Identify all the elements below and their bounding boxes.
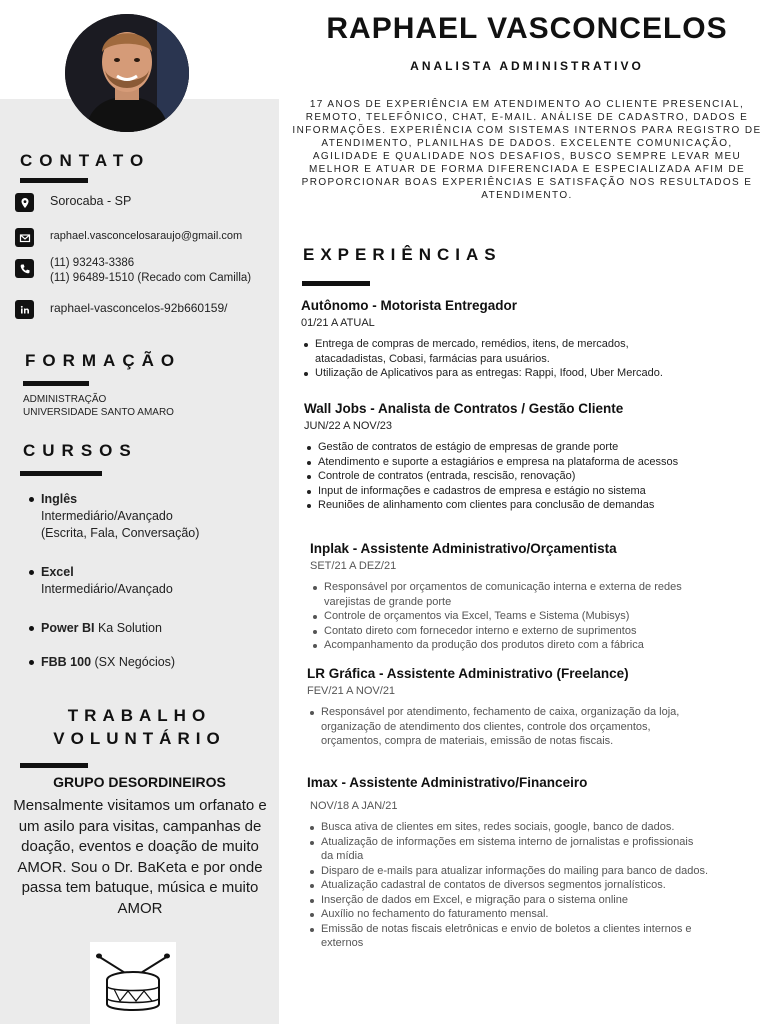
job-responsibilities (307, 705, 737, 749)
volunteer-description: Mensalmente visitamos um orfanato e um asilo para visitas, campanhas de doação, eventos e doação de muito AMOR. Sou o Dr. BaKeta e por onde passa tem batuque, música e muito AMOR (13, 797, 267, 917)
course-name: Excel (41, 565, 74, 579)
course-name: Power BI (41, 621, 95, 635)
course-name: FBB 100 (41, 655, 92, 669)
job-bullet: Input de informações e cadastros de empresa e estágio no sistema (304, 484, 744, 499)
contact-heading-divider (20, 178, 88, 183)
volunteer-heading-divider (20, 763, 88, 768)
job-bullet: Atualização cadastral de contatos de diversos segmentos jornalísticos. (307, 878, 737, 893)
job-bullet: Utilização de Aplicativos para as entregas: Rappi, Ifood, Uber Mercado. (301, 366, 741, 381)
course-provider: Ka Solution (94, 621, 162, 635)
contact-location (15, 193, 131, 212)
contact-phone-2[interactable]: (11) 96489-1510 (Recado com Camilla) (50, 272, 252, 284)
job-title: Imax - Assistente Administrativo/Financeiro (307, 775, 588, 790)
job-bullet: Inserção de dados em Excel, e migração para o sistema online (307, 893, 737, 908)
job-bullet: Controle de contratos (entrada, rescisão, renovação) (304, 469, 744, 484)
job-bullet: Responsável por orçamentos de comunicação interna e externa de redes varejistas de grande porte (310, 580, 715, 609)
volunteer-heading-line-2: VOLUNTÁRIO (53, 729, 226, 748)
professional-summary: 17 ANOS DE EXPERIÊNCIA EM ATENDIMENTO AO CLIENTE PRESENCIAL, REMOTO, TELEFÔNICO, CHAT, E-MAIL. ANÁLISE DE CADASTRO, DADOS E INFORMAÇÕES. EXPERIÊNCIA COM SISTEMAS INTERNOS PARA REGISTRO DE ATENDIMENTO, PLANILHAS DE DADOS. EXCELENTE COMUNICAÇÃO, AGILIDADE E QUALIDADE NOS DESAFIOS, BUSCO SEMPRE LEVAR MEU MELHOR E ATUAR DE FORMA DIFERENCIADA E ESPECIALIZADA AFIM DE PROPORCIONAR BOAS EXPERIÊNCIAS E SATISFAÇÃO NOS RESULTADOS E ATENDIMENTO. (292, 99, 762, 201)
drum-icon (90, 942, 176, 1024)
contact-phones[interactable] (15, 256, 251, 286)
experience-heading: EXPERIÊNCIAS (303, 245, 502, 264)
education-school: UNIVERSIDADE SANTO AMARO (23, 407, 174, 418)
job-bullet: Contato direto com fornecedor interno e externo de suprimentos (310, 624, 740, 639)
job-bullet: Atendimento e suporte a estagiários e empresa na plataforma de acessos (304, 455, 704, 470)
education-heading: FORMAÇÃO (25, 351, 182, 370)
job-dates: FEV/21 A NOV/21 (307, 685, 396, 697)
courses-list (25, 491, 265, 687)
job-bullet: Controle de orçamentos via Excel, Teams e Sistema (Mubisys) (310, 609, 740, 624)
course-item-english (25, 491, 265, 542)
course-detail: (Escrita, Fala, Conversação) (41, 526, 200, 540)
job-bullet: Emissão de notas fiscais eletrônicas e envio de boletos a clientes internos e externos (307, 922, 697, 951)
job-entry-wall-jobs (304, 401, 744, 513)
job-responsibilities (304, 440, 744, 513)
course-level: Intermediário/Avançado (41, 582, 173, 596)
contact-email[interactable] (15, 228, 242, 247)
map-pin-icon (15, 193, 34, 212)
job-title: LR Gráfica - Assistente Administrativo (Freelance) (307, 666, 629, 681)
contact-linkedin[interactable] (15, 300, 227, 319)
contact-phone-1[interactable]: (11) 93243-3386 (50, 257, 135, 269)
volunteer-group: GRUPO DESORDINEIROS (53, 774, 226, 790)
profile-photo (65, 14, 189, 132)
job-title: Autônomo - Motorista Entregador (301, 298, 517, 313)
person-name: RAPHAEL VASCONCELOS (326, 12, 728, 45)
volunteer-heading-line-1: TRABALHO (67, 706, 212, 725)
job-bullet: Reuniões de alinhamento com clientes para conclusão de demandas (304, 498, 744, 513)
experience-heading-divider (302, 281, 370, 286)
course-name: Inglês (41, 492, 78, 506)
job-bullet: Acompanhamento da produção dos produtos direto com a fábrica (310, 638, 740, 653)
job-bullet: Atualização de informações em sistema interno de jornalistas e profissionais da mídia (307, 835, 702, 864)
job-responsibilities (307, 820, 737, 951)
phone-icon (15, 259, 34, 278)
education-heading-divider (23, 381, 89, 386)
mail-icon (15, 228, 34, 247)
job-dates: SET/21 A DEZ/21 (310, 560, 397, 572)
job-bullet: Auxílio no fechamento do faturamento mensal. (307, 907, 737, 922)
education-course: ADMINISTRAÇÃO (23, 394, 107, 405)
job-entry-inplak (310, 541, 740, 653)
job-dates: 01/21 A ATUAL (301, 317, 375, 329)
job-bullet: Busca ativa de clientes em sites, redes sociais, google, banco de dados. (307, 820, 737, 835)
courses-heading-divider (20, 471, 102, 476)
job-dates: JUN/22 A NOV/23 (304, 420, 393, 432)
contact-email-text[interactable]: raphael.vasconcelosaraujo@gmail.com (50, 230, 243, 242)
education-entry (23, 393, 174, 419)
contact-heading: CONTATO (20, 151, 151, 170)
course-item-fbb-100 (25, 654, 265, 671)
job-entry-imax (307, 775, 737, 951)
job-bullet: Responsável por atendimento, fechamento de caixa, organização da loja, organização de atendimento dos clientes, controle dos orçamentos, orçamentos, compra de materiais, emissão de notas fiscais. (307, 705, 699, 749)
courses-heading: CURSOS (23, 441, 138, 460)
job-title: Inplak - Assistente Administrativo/Orçamentista (310, 541, 617, 556)
job-bullet: Entrega de compras de mercado, remédios, itens, de mercados, atacadadistas, Cobasi, farmácias para usuários. (301, 337, 701, 366)
course-item-excel (25, 564, 265, 598)
linkedin-icon (15, 300, 34, 319)
job-title: Wall Jobs - Analista de Contratos / Gestão Cliente (304, 401, 624, 416)
drum-illustration (90, 942, 176, 1024)
job-bullet: Gestão de contratos de estágio de empresas de grande porte (304, 440, 744, 455)
job-entry-autonomo (301, 298, 741, 381)
job-responsibilities (310, 580, 740, 653)
profile-photo-illustration (65, 14, 189, 132)
course-item-power-bi (25, 620, 265, 637)
job-dates: NOV/18 A JAN/21 (310, 800, 398, 812)
course-provider: (SX Negócios) (91, 655, 176, 669)
contact-linkedin-text[interactable]: raphael-vasconcelos-92b660159/ (50, 301, 228, 315)
contact-location-text: Sorocaba - SP (50, 194, 132, 208)
course-level: Intermediário/Avançado (41, 509, 173, 523)
job-role: ANALISTA ADMINISTRATIVO (410, 59, 644, 73)
job-entry-lr-grafica (307, 666, 737, 749)
job-responsibilities (301, 337, 741, 381)
job-bullet: Disparo de e-mails para atualizar informações do mailing para banco de dados. (307, 864, 725, 879)
